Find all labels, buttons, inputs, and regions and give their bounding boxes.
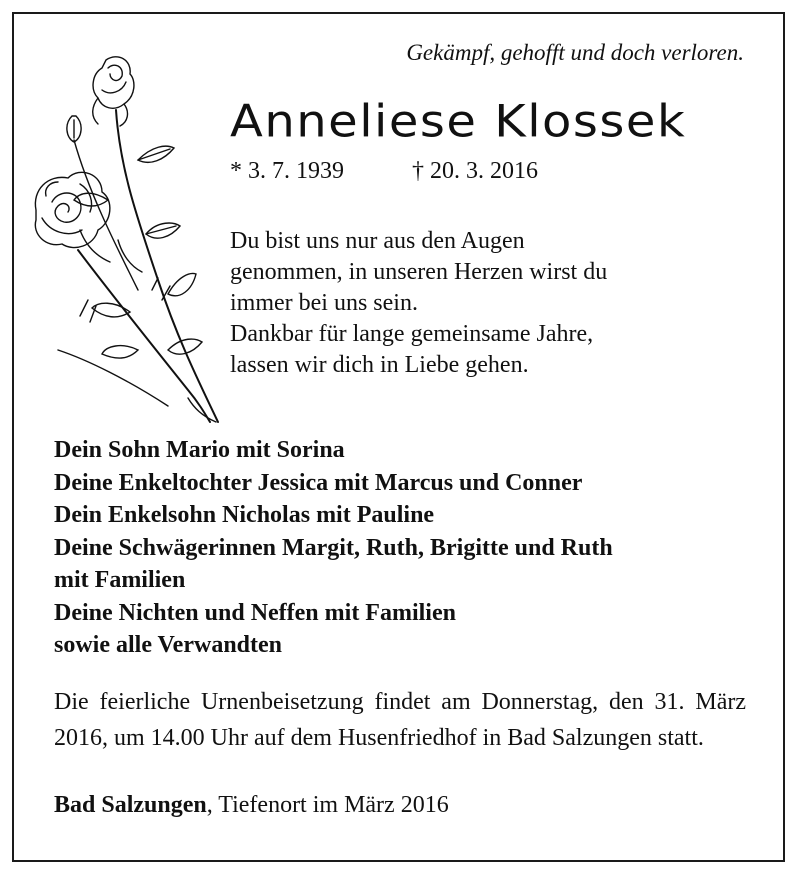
poem-line: lassen wir dich in Liebe gehen. <box>230 352 529 378</box>
poem-line: genommen, in unseren Herzen wirst du <box>230 259 608 285</box>
mourners-list <box>54 434 613 662</box>
mourner-line: Dein Enkelsohn Nicholas mit Pauline <box>54 502 435 528</box>
poem-line: Du bist uns nur aus den Augen <box>230 228 525 254</box>
life-dates <box>230 158 538 185</box>
mourner-line: sowie alle Verwandten <box>54 632 282 658</box>
birth-date: * 3. 7. 1939 <box>230 158 344 184</box>
mourner-line: mit Familien <box>54 567 186 593</box>
mourner-line: Dein Sohn Mario mit Sorina <box>54 437 345 463</box>
death-date: † 20. 3. 2016 <box>412 158 538 184</box>
place-town: Bad Salzungen <box>54 792 207 818</box>
memorial-poem <box>230 226 607 381</box>
poem-line: Dankbar für lange gemeinsame Jahre, <box>230 321 594 347</box>
deceased-name: Anneliese Klossek <box>230 96 687 148</box>
mourner-line: Deine Nichten und Neffen mit Familien <box>54 599 456 626</box>
roses-illustration <box>18 50 236 430</box>
place-date-line <box>54 792 449 819</box>
ceremony-info: Die feierliche Urnenbeisetzung findet am Donnerstag, den 31. März 2016, um 14.00 Uhr auf dem Husenfriedhof in Bad Salzungen statt. <box>54 689 746 751</box>
motto: Gekämpf, gehofft und doch verloren. <box>406 40 744 65</box>
place-rest: , Tiefenort im März 2016 <box>206 792 449 818</box>
poem-line: immer bei uns sein. <box>230 290 418 316</box>
mourner-line: Deine Enkeltochter Jessica mit Marcus und Conner <box>54 469 583 496</box>
mourner-line: Deine Schwägerinnen Margit, Ruth, Brigitte und Ruth <box>54 534 613 561</box>
